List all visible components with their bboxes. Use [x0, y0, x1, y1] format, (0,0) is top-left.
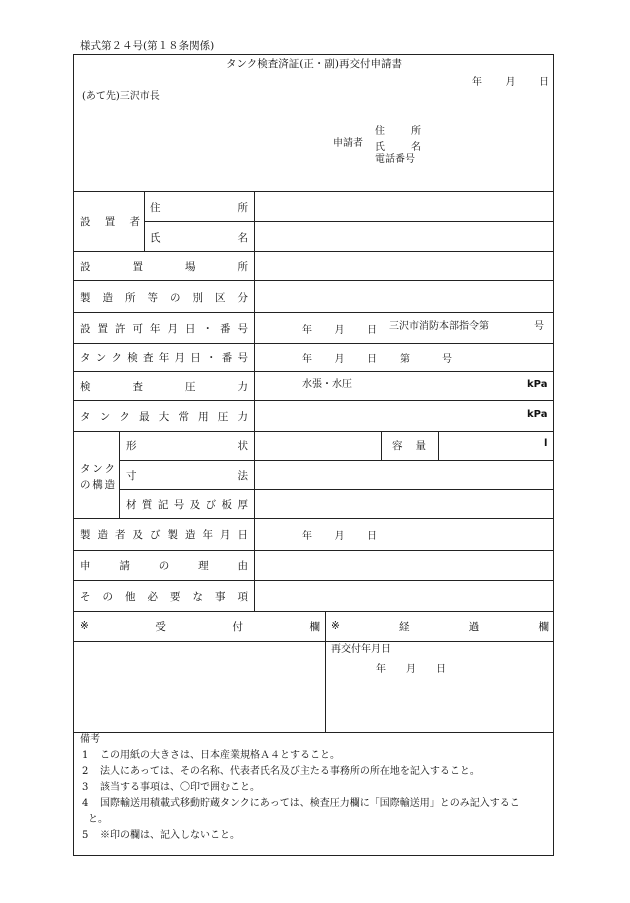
form-title: タンク検査済証(正・副)再交付申請書 — [226, 58, 402, 70]
reason-label: 申 請 の 理 由 — [80, 559, 248, 572]
location-label: 設 置 場 所 — [80, 260, 248, 273]
note-2: 法人にあっては、その名称、代表者氏名及び主たる事務所の所在地を記入すること。 — [100, 766, 480, 777]
note-1-num: 1 — [82, 750, 89, 761]
permit-no-suffix: 号 — [534, 321, 544, 332]
note-4: 国際輸送用積載式移動貯蔵タンクにあっては、検査圧力欄に「国際輸送用」とのみ記入するこ — [100, 798, 520, 809]
tank-structure-label-1: タ ン ク — [80, 462, 115, 475]
tank-inspection-number[interactable]: 第 号 — [400, 353, 452, 365]
installer-label: 設 置 者 — [80, 215, 140, 228]
form-number: 様式第２４号(第１８条関係) — [80, 40, 215, 52]
installer-address-label: 住 所 — [150, 201, 248, 214]
location-field[interactable] — [258, 254, 550, 278]
material-label: 材 質 記 号 及 び 板 厚 — [126, 498, 248, 511]
other-label: そ の 他 必 要 な 事 項 — [80, 590, 248, 603]
addressee: (あて先)三沢市長 — [82, 91, 160, 102]
reception-header: ※ 受 付 欄 — [80, 620, 320, 633]
progress-header: ※ 経 過 欄 — [331, 620, 549, 633]
applicant-phone-label: 電話番号 — [375, 154, 415, 165]
tank-structure-label-2: の 構 造 — [80, 478, 115, 491]
note-3-num: 3 — [82, 782, 89, 793]
note-1: この用紙の大きさは、日本産業規格Ａ４とすること。 — [100, 750, 340, 761]
manufacture-date[interactable]: 年 月 日 — [302, 530, 377, 542]
capacity-unit: l — [544, 438, 548, 449]
note-3: 該当する事項は、〇印で囲むこと。 — [100, 782, 260, 793]
applicant-name-label: 氏 名 — [375, 141, 421, 153]
applicant-label: 申請者 — [333, 138, 363, 149]
capacity-label: 容 量 — [392, 439, 426, 452]
shape-field[interactable] — [258, 434, 378, 458]
reissue-date: 年 月 日 — [376, 663, 446, 675]
shape-label: 形 状 — [126, 439, 248, 452]
material-field[interactable] — [258, 492, 550, 516]
note-4-num: 4 — [82, 798, 89, 809]
permit-issuer: 三沢市消防本部指令第 — [389, 321, 489, 332]
dimensions-field[interactable] — [258, 463, 550, 487]
installer-name-label: 氏 名 — [150, 231, 248, 244]
note-5: ※印の欄は、記入しないこと。 — [100, 830, 240, 841]
installer-address-field[interactable] — [258, 194, 550, 219]
permit-label: 設 置 許 可 年 月 日 ・ 番 号 — [80, 322, 248, 335]
note-2-num: 2 — [82, 766, 89, 777]
inspection-pressure-label: 検 査 圧 力 — [80, 380, 248, 393]
inspection-pressure-unit: kPa — [527, 379, 548, 390]
header-date[interactable]: 年 月 日 — [472, 76, 549, 88]
permit-date[interactable]: 年 月 日 — [302, 324, 377, 336]
application-form — [73, 54, 554, 856]
applicant-address-label: 住 所 — [375, 125, 421, 137]
dimensions-label: 寸 法 — [126, 469, 248, 482]
notes-title: 備考 — [80, 734, 100, 745]
installer-name-field[interactable] — [258, 224, 550, 249]
reason-field[interactable] — [258, 553, 550, 578]
reissue-date-label: 再交付年月日 — [331, 644, 391, 655]
tank-inspection-label: タ ン ク 検 査 年 月 日 ・ 番 号 — [80, 351, 248, 364]
facility-class-label: 製 造 所 等 の 別 区 分 — [80, 291, 248, 304]
facility-class-field[interactable] — [258, 284, 550, 310]
other-field[interactable] — [258, 583, 550, 609]
max-pressure-unit: kPa — [527, 409, 548, 420]
max-pressure-label: タ ン ク 最 大 常 用 圧 力 — [80, 410, 248, 423]
pressure-type[interactable]: 水張・水圧 — [302, 379, 352, 390]
note-4-continued: と。 — [88, 814, 108, 825]
tank-inspection-date[interactable]: 年 月 日 — [302, 353, 377, 365]
note-5-num: 5 — [82, 830, 89, 841]
manufacturer-label: 製 造 者 及 び 製 造 年 月 日 — [80, 528, 248, 541]
